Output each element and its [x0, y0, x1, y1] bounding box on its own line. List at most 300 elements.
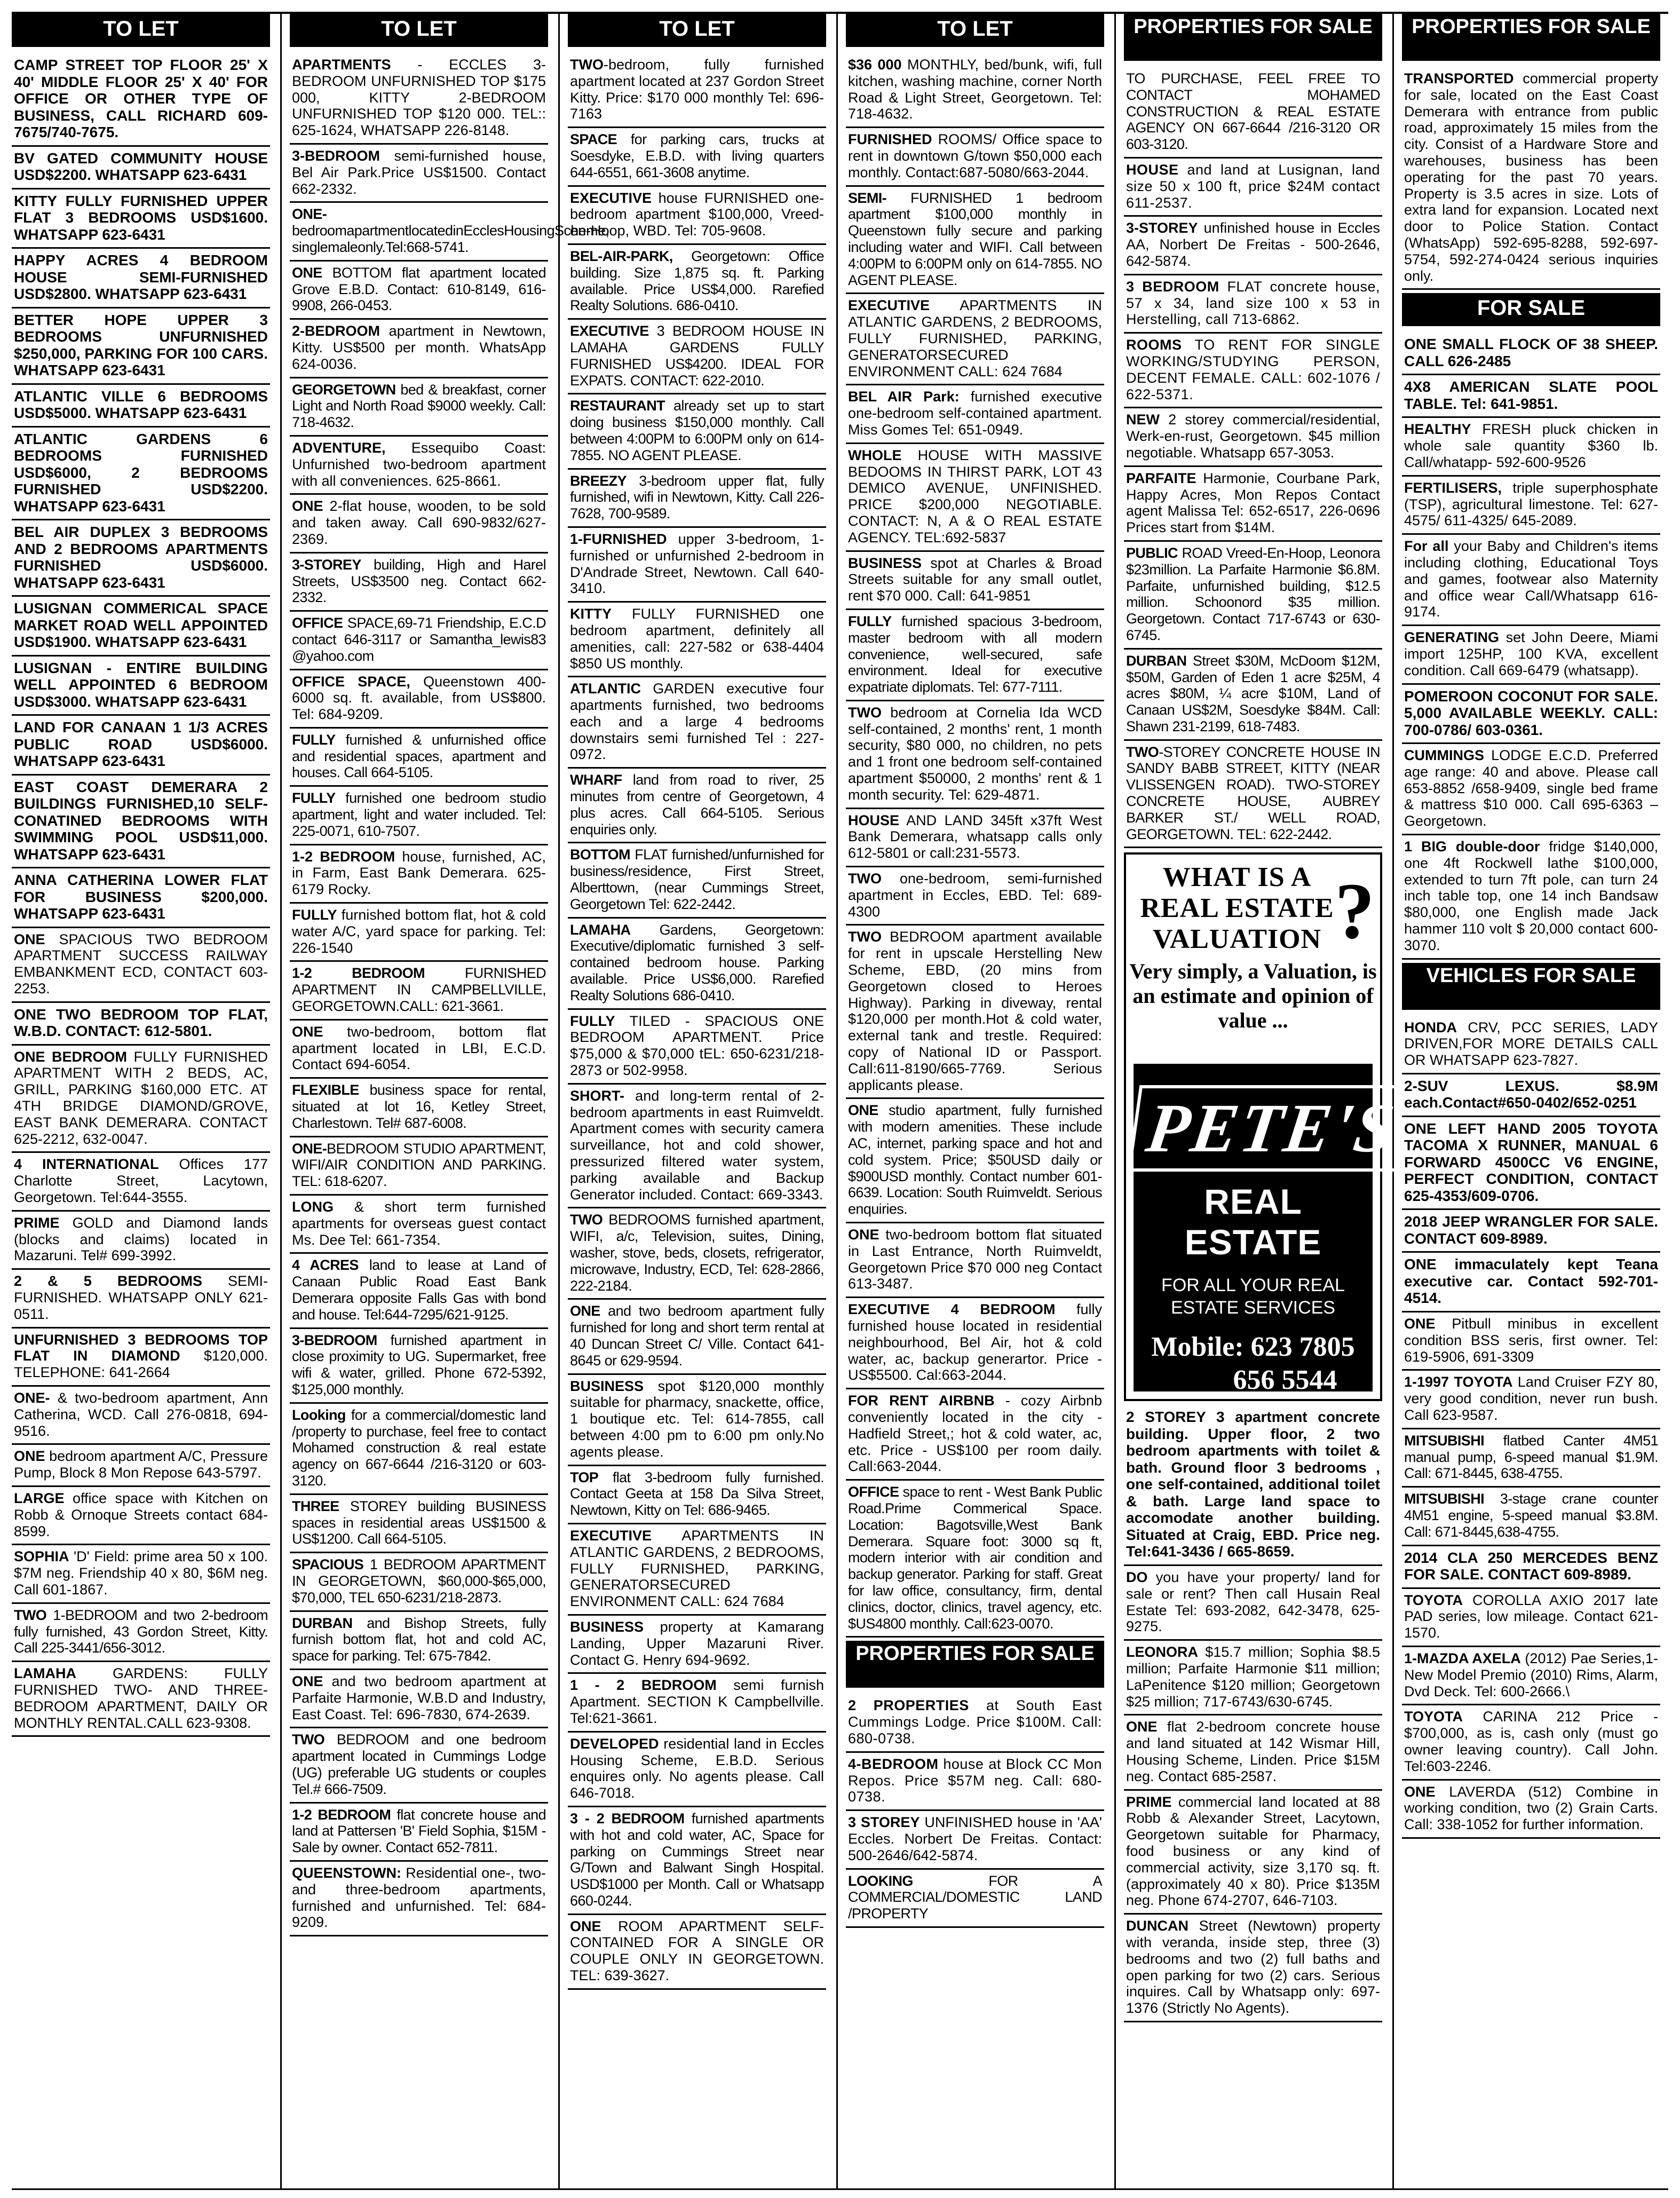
ad-text: furnished apartments with hot and cold water, AC, Space for parking on Cummings Street near G/Town and Balwant Singh Hospital. USD$1000 per Month. Call or Whatsapp 660-0244.	[570, 1810, 824, 1909]
ad-text: Pitbull minibus in excellent condition BSS seris, first owner. Tel: 619-5906, 691-3309	[1404, 1315, 1658, 1365]
ad-text: Offices 177 Charlotte Street, Lacytown, Georgetown. Tel:644-3555.	[14, 1156, 268, 1206]
ad-text: flat 3-bedroom fully furnished. Contact Geeta at 158 Da Silva Street, Newtown, Kitty on Tel: 686-9465.	[570, 1469, 824, 1519]
ad-text: LODGE E.C.D. Preferred age range: 40 and above. Please call 653-8852 /658-9409, single bed frame & mattress $10 000. Call 695-6363 – Georgetown.	[1404, 747, 1658, 829]
ad-text: ROAD Vreed-En-Hoop, Leonora $23million. La Parfaite Harmonie $6.8M. Parfaite, unfurnished building, $12.5 million. Schoonord $35 million. Georgetown. Contact 717-6743 or 630-6745.	[1126, 544, 1380, 643]
classified-ad	[290, 262, 548, 320]
ad-text: LUSIGNAN - ENTIRE BUILDING WELL APPOINTED 6 BEDROOM USD$3000. WHATSAPP 623-6431	[14, 659, 268, 710]
classified-ad	[846, 1298, 1104, 1389]
ad-text: and two bedroom apartment at Parfaite Harmonie, W.B.D and Industry, East Coast. Tel: 696-7830, 674-2639.	[292, 1673, 546, 1722]
classified-ad	[290, 787, 548, 845]
petes-logo: PETE'S	[1128, 1085, 1415, 1172]
ad-text: ROOM APARTMENT SELF-CONTAINED FOR A SINGLE OR COUPLE ONLY IN GEORGETOWN. TEL: 639-3627.	[570, 1918, 824, 1984]
classified-ad	[290, 1079, 548, 1137]
ad-text: furnished spacious 3-bedroom, master bedroom with all modern convenience, well-secured, safe environment. Ideal for executive expatriate diplomats. Tel: 677-7111.	[848, 613, 1102, 695]
classified-ad	[290, 1254, 548, 1329]
classified-ad	[1402, 1488, 1660, 1546]
ads-list	[1402, 67, 1660, 290]
ad-text: SPACE,69-71 Friendship, E.C.D contact 646-3117 or Samantha_lewis83 @yahoo.com	[292, 615, 546, 664]
classified-ad	[12, 1153, 270, 1211]
column-to-let-4	[846, 14, 1104, 2188]
brand-name: REAL ESTATE	[1184, 1182, 1322, 1262]
ad-keyword: HONDA	[1404, 1019, 1457, 1035]
ad-text: 4X8 AMERICAN SLATE POOL TABLE. Tel: 641-9851.	[1404, 378, 1658, 412]
classified-ad	[1124, 334, 1382, 408]
classified-ad	[568, 1466, 826, 1524]
ad-text: FULLY FURNISHED one bedroom apartment, definitely all amenities, call: 227-582 or 638-4404 $850 US monthly.	[570, 606, 824, 671]
ad-text: 2018 JEEP WRANGLER FOR SALE. CONTACT 609-8989.	[1404, 1213, 1658, 1247]
ad-keyword: PUBLIC	[1126, 544, 1178, 561]
classified-ad	[12, 1445, 270, 1487]
ad-keyword: FOR RENT AIRBNB	[848, 1393, 995, 1409]
ad-text: FRESH pluck chicken in whole sale quantity $360 lb. Call/whatapp- 592-600-9526	[1404, 421, 1658, 470]
ad-text: BEL AIR DUPLEX 3 BEDROOMS AND 2 BEDROOMS APARTMENTS FURNISHED USD$6000. WHATSAPP 623-6431	[14, 524, 268, 591]
ad-keyword: ONE	[292, 1673, 323, 1689]
classified-ad	[846, 926, 1104, 1099]
ad-keyword: RESTAURANT	[570, 398, 665, 414]
classified-ad	[290, 729, 548, 787]
ad-text: commercial land located at 88 Robb & Alexander Street, Lacytown, Georgetown suitable for Pharmacy, food business or any kind of commercial activity, size 3,170 sq. ft. (approximately 40 x 80). Price $135M neg. Phone 674-2707, 646-7103.	[1126, 1793, 1380, 1909]
classified-ad	[290, 378, 548, 437]
classified-ad	[568, 320, 826, 394]
classified-ad	[1402, 1589, 1660, 1647]
ad-text: land to lease at Land of Canaan Public Road East Bank Demerara opposite Falls Gas with bond and house. Tel:644-7295/621-9125.	[292, 1257, 546, 1323]
classified-ad	[12, 1545, 270, 1603]
classified-ad	[1402, 67, 1660, 290]
ad-keyword: HEALTHY	[1404, 421, 1471, 438]
ad-text: for a commercial/domestic land /property to purchase, feel free to contact Mohamed construction & real estate agency on 667-6644 /216-3120 or 603-3120.	[292, 1406, 546, 1489]
ad-text: ANNA CATHERINA LOWER FLAT FOR BUSINESS $200,000. WHATSAPP 623-6431	[14, 872, 268, 922]
ad-text: land from road to river, 25 minutes from centre of Georgetown, 4 plus acres. Call 664-5105. Serious enquiries only.	[570, 772, 824, 837]
ad-text: AND LAND 345ft x37ft West Bank Demerara, whatsapp calls only 612-5801 or call:231-5573.	[848, 812, 1102, 861]
classified-ad	[568, 128, 826, 186]
classified-ad	[568, 1616, 826, 1674]
ad-keyword: TWO	[848, 929, 882, 945]
ad-keyword: LEONORA	[1126, 1644, 1198, 1661]
ad-text: unfinished house in Eccles AA, Norbert De Freitas - 500-2646, 642-5874.	[1126, 220, 1380, 269]
ad-text: two-bedroom, bottom flat apartment located in LBI, E.C.D. Contact 694-6054.	[292, 1023, 546, 1073]
classified-ad	[12, 776, 270, 869]
classified-ad	[846, 1389, 1104, 1481]
ad-keyword: TWO	[292, 1731, 325, 1748]
classified-ad	[1402, 1781, 1660, 1839]
classified-ad	[568, 1300, 826, 1374]
classified-ad	[290, 904, 548, 962]
ad-text: GARDENS: FULLY FURNISHED TWO- AND THREE-BEDROOM APARTMENT, DAILY OR MONTHLY RENTAL.CALL 623-9308.	[14, 1665, 268, 1731]
ad-keyword: 2-BEDROOM	[292, 323, 381, 339]
classified-ad	[290, 1612, 548, 1670]
ad-keyword: PARFAITE	[1126, 470, 1196, 486]
classified-ad	[1402, 1074, 1660, 1117]
ad-text: BEDROOM apartment available for rent in upscale Herstelling New Scheme, EBD, (20 mins from Georgetown closed to Heroes Highway). Parking in diveway, rental $120,000 per month.Hot & cold water, external tank and trestle. Required: copy of National ID or Passport. Call:611-8190/665-7769. Serious applicants please.	[848, 929, 1102, 1093]
ad-text: BEDROOM STUDIO APARTMENT, WIFI/AIR CONDITION AND PARKING. TEL: 618-6207.	[292, 1140, 546, 1190]
classified-ad	[1124, 1915, 1382, 2022]
classified-ad	[568, 1010, 826, 1085]
classified-ad	[846, 809, 1104, 867]
ad-keyword: BUSINESS	[570, 1618, 644, 1635]
classified-ad	[568, 1375, 826, 1466]
ad-text: office space with Kitchen on Robb & Ornoque Streets contact 684-8599.	[14, 1490, 268, 1539]
classified-ad	[12, 53, 270, 147]
classified-ad	[12, 868, 270, 928]
classified-ad	[290, 612, 548, 670]
classified-ad	[12, 147, 270, 189]
classified-ad	[846, 867, 1104, 926]
ad-text: ATLANTIC VILLE 6 BEDROOMS USD$5000. WHATSAPP 623-6431	[14, 388, 268, 421]
classified-ad	[1402, 1313, 1660, 1371]
ad-text: BEDROOM and one bedroom apartment located in Cummings Lodge (UG) preferable UG students or couples Tel.# 666-7509.	[292, 1731, 546, 1797]
classified-ad	[846, 187, 1104, 295]
ad-text: GARDEN executive four apartments furnished, two bedrooms each and a large 4 bedrooms downstairs semi furnished Tel : 227-0972.	[570, 681, 824, 763]
classified-ad	[1124, 1641, 1382, 1715]
classified-ad	[290, 554, 548, 612]
ad-text: Essequibo Coast: Unfurnished two-bedroom apartment with all conveniences. 625-8661.	[292, 439, 546, 489]
classified-ad	[1124, 542, 1382, 650]
ad-text: CARINA 212 Price - $700,000, as is, cash only (must go owner leaving country). Call John. Tel:603-2246.	[1404, 1709, 1658, 1774]
classified-ad	[1402, 418, 1660, 476]
ad-text: 1-BEDROOM and two 2-bedroom fully furnished, 43 Gordon Street, Kitty. Call 225-3441/656-3012.	[14, 1607, 268, 1656]
classified-ad	[1124, 741, 1382, 849]
ad-keyword: KITTY	[570, 606, 612, 622]
mobile-number-2: 656 5544	[1233, 1365, 1337, 1396]
classified-ad	[12, 1329, 270, 1387]
classified-ad	[12, 597, 270, 657]
classified-ad	[846, 1811, 1104, 1869]
ad-text: furnished one bedroom studio apartment, light and water included. Tel: 225-0071, 610-7507.	[292, 790, 546, 839]
ad-keyword: ONE	[14, 931, 45, 947]
ad-keyword: NEW	[1126, 412, 1160, 428]
classified-ad	[568, 1674, 826, 1732]
classified-ad	[290, 1137, 548, 1196]
ad-text: furnished apartment in close proximity to UG. Supermarket, free wifi & water, grilled. Phone 672-5392, $125,000 monthly.	[292, 1332, 546, 1397]
ad-keyword: 1-MAZDA AXELA	[1404, 1650, 1521, 1666]
ad-keyword: TWO	[848, 871, 882, 887]
ad-keyword: $36 000	[848, 57, 902, 73]
ad-text: Queenstown 400-6000 sq. ft. available, from US$800. Tel: 684-9209.	[292, 673, 546, 723]
ad-text: BV GATED COMMUNITY HOUSE USD$2200. WHATSAPP 623-6431	[14, 149, 268, 183]
classified-ad	[12, 1003, 270, 1046]
ad-keyword: 4 INTERNATIONAL	[14, 1156, 159, 1173]
ad-keyword: BUSINESS	[570, 1378, 644, 1394]
ad-text: house, furnished, AC, in Farm, East Bank Demerara. 625-6179 Rocky.	[292, 848, 546, 898]
column-to-let-1	[12, 14, 270, 2188]
ad-keyword: SEMI-	[848, 189, 887, 206]
ad-text: 'D' Field: prime area 50 x 100. $7M neg. Friendship 40 x 80, $6M neg. Call 601-1867.	[14, 1548, 268, 1598]
classified-ad	[1124, 408, 1382, 467]
classified-ad	[568, 603, 826, 677]
ad-text: ONE TWO BEDROOM TOP FLAT, W.B.D. CONTACT: 612-5801.	[14, 1006, 268, 1040]
classified-ad	[846, 1099, 1104, 1223]
ad-text: 2014 CLA 250 MERCEDES BENZ FOR SALE. CONTACT 609-8989.	[1404, 1549, 1658, 1583]
classified-ad	[1124, 467, 1382, 542]
ad-keyword: OFFICE SPACE,	[292, 673, 410, 690]
column-divider	[280, 14, 282, 2188]
ad-keyword: DEVELOPED	[570, 1735, 659, 1752]
ad-text: TO RENT FOR SINGLE WORKING/STUDYING PERSON, DECENT FEMALE. CALL: 602-1076 / 622-5371.	[1126, 337, 1380, 402]
classified-ad	[1402, 835, 1660, 960]
ad-text: business space for rental, situated at lot 16, Ketley Street, Charlestown. Tel# 687-6008.	[292, 1082, 546, 1131]
ad-text: 2 STOREY 3 apartment concrete building. Upper floor, 2 two bedroom apartments with toilet & bath. Ground floor 3 bedrooms , one self-contained, additional toilet & bath. Large land space to accomodate another building. Situated at Craig, EBD. Price neg. Tel:641-3436 / 665-8659.	[1126, 1409, 1380, 1560]
ad-keyword: APARTMENTS	[292, 57, 391, 73]
ad-text: - ECCLES 3-BEDROOM UNFURNISHED TOP $175 000, KITTY 2-BEDROOM UNFURNISHED TOP $120 000. TEL:: 625-1624, WHATSAPP 226-8148.	[292, 57, 546, 139]
classified-ad	[290, 53, 548, 145]
classified-ad	[1402, 744, 1660, 835]
column-divider	[558, 14, 560, 2188]
classified-ad	[568, 1208, 826, 1300]
ad-text: spot $120,000 monthly suitable for pharmacy, snackette, office, 1 boutique etc. Tel: 614-7855, call between 4:00 pm to 6:00 pm only.No agents please.	[570, 1378, 824, 1460]
ads-list	[1124, 67, 1382, 848]
ad-keyword: WHOLE	[848, 447, 902, 463]
ad-text: ONE immaculately kept Teana executive car. Contact 592-701-4514.	[1404, 1256, 1658, 1307]
ad-keyword: OFFICE	[292, 615, 343, 631]
ad-text: flatbed Canter 4M51 manual pump, 6-speed manual $1.9M. Call: 671-8445, 638-4755.	[1404, 1432, 1658, 1482]
ad-keyword: FULLY	[292, 790, 336, 807]
ad-keyword: BUSINESS	[848, 555, 922, 571]
classified-ad	[846, 128, 1104, 186]
classified-ad	[12, 1212, 270, 1270]
classified-ad	[12, 1662, 270, 1737]
classified-ad	[846, 444, 1104, 552]
ad-keyword: 3 - 2 BEDROOM	[570, 1810, 685, 1827]
ad-text: $15.7 million; Sophia $8.5 million; Parfaite Harmonie $11 million; LaPenitence $120 million; Georgetown $25 million; 717-6743/630-6745.	[1126, 1644, 1380, 1710]
ad-keyword: GEORGETOWN	[292, 381, 396, 398]
section-header-properties-for-sale: PROPERTIES FOR SALE	[846, 1641, 1104, 1688]
classified-ad	[1402, 1429, 1660, 1488]
classified-ad	[290, 1862, 548, 1936]
ad-keyword: TWO	[14, 1607, 47, 1623]
classified-ad	[1402, 333, 1660, 375]
classified-ad	[1402, 535, 1660, 626]
ad-text: APARTMENTS IN ATLANTIC GARDENS, 2 BEDROOMS, FULLY FURNISHED, PARKING, GENERATORSECURED ENVIRONMENT CALL: 624 7684	[570, 1527, 824, 1610]
ad-text: APARTMENTS IN ATLANTIC GARDENS, 2 BEDROOMS, FULLY FURNISHED, PARKING, GENERATORSECURED ENVIRONMENT CALL: 624 7684	[848, 297, 1102, 379]
ad-text: $120,000. TELEPHONE: 641-2664	[14, 1348, 268, 1381]
classified-ad	[12, 1387, 270, 1445]
ad-keyword: TWO	[570, 1212, 603, 1228]
ad-keyword: DO	[1126, 1569, 1148, 1585]
classified-ad	[1124, 1715, 1382, 1790]
classified-ad	[1124, 275, 1382, 334]
ad-text: - cozy Airbnb conveniently located in the city - Hadfield Street,; hot & cold water, ac, etc. Price - US$100 per room daily. Call:663-2044.	[848, 1393, 1102, 1475]
valuation-answer: Very simply, a Valuation, is an estimate and opinion of value ...	[1129, 959, 1377, 1033]
ad-text: set John Deere, Miami import 125HP, 100 KVA, excellent condition. Call 669-6479 (whatsapp).	[1404, 629, 1658, 678]
ad-keyword: 3-BEDROOM	[292, 147, 381, 164]
ad-keyword: ONE	[1404, 1783, 1436, 1800]
ad-keyword: 1-FURNISHED	[570, 531, 667, 547]
ad-keyword: FULLY	[292, 731, 336, 748]
classified-ad	[568, 769, 826, 843]
ad-text: CRV, PCC SERIES, LADY DRIVEN,FOR MORE DETAILS CALL OR WHATSAPP 623-7827.	[1404, 1019, 1658, 1069]
ad-keyword: ONE	[292, 1023, 323, 1040]
ad-text: fully furnished house located in residential neighbourhood, Bel Air, hot & cold water, ac, backup generartor. Price - US$5500. Cal:663-2044.	[848, 1301, 1102, 1383]
ad-keyword: 1-2 BEDROOM	[292, 1806, 391, 1823]
ad-text: building, High and Harel Streets, US$3500 neg. Contact 662-2332.	[292, 556, 546, 606]
ad-text: spot at Charles & Broad Streets suitable for any small outlet, rent $70 000. Call: 641-9851	[848, 555, 1102, 604]
ad-text: bedroom at Cornelia Ida WCD self-contained, 2 months' rent, 1 month security, $80 000, no children, no pets and 1 front one bedroom self-contained apartment $50000, 2 months' rent & 1 month security. Tel: 629-4871.	[848, 704, 1102, 803]
classified-ad	[290, 670, 548, 729]
ad-text: Residential one-, two- and three-bedroom apartments, furnished and unfurnished. Tel: 684-9209.	[292, 1864, 546, 1931]
ad-keyword: DURBAN	[292, 1615, 353, 1631]
classified-ad	[568, 528, 826, 603]
ad-keyword: ONE	[292, 498, 323, 515]
ad-keyword: 3 STOREY	[848, 1814, 920, 1831]
ad-keyword: 1-1997 TOYOTA	[1404, 1374, 1513, 1390]
ad-text: FULLY FURNISHED APARTMENT WITH 2 BEDS, AC, GRILL, PARKING $160,000 ETC. AT 4TH BRIDGE DIAMOND/GROVE, EAST BANK DEMERARA. CONTACT 625-2212, 632-0047.	[14, 1048, 268, 1147]
classified-ad	[1402, 375, 1660, 418]
classified-ad	[568, 1807, 826, 1915]
classified-ad	[1402, 1647, 1660, 1705]
ads-list	[1402, 333, 1660, 959]
classified-ad	[12, 1604, 270, 1662]
column-properties-for-sale	[1124, 14, 1401, 2188]
ad-keyword: ONE-	[292, 1140, 327, 1157]
ad-keyword: FULLY	[570, 1013, 615, 1029]
classified-ad	[12, 928, 270, 1003]
ad-text: furnished executive one-bedroom self-contained apartment. Miss Gomes Tel: 651-0949.	[848, 389, 1102, 438]
classified-ad	[290, 203, 609, 261]
ad-keyword: EXECUTIVE	[570, 1527, 652, 1544]
ad-text: ONE LEFT HAND 2005 TOYOTA TACOMA X RUNNER, MANUAL 6 FORWARD 4500CC V6 ENGINE, PERFECT CONDITION, CONTACT 625-4353/609-0706.	[1404, 1120, 1658, 1204]
ad-text: your Baby and Children's items including clothing, Educational Toys and games, footwear also Maternity and office wear Call/Whatsapp 616-9174.	[1404, 538, 1659, 620]
ad-keyword: QUEENSTOWN:	[292, 1864, 402, 1881]
ad-text: Street (Newtown) property with veranda, inside step, three (3) bedrooms and two (2) full baths and open parking for two (2) cars. Serious inquires. Call by Whatsapp only: 697-1376 (Strictly No Agents).	[1126, 1918, 1380, 2017]
classified-ad	[290, 1553, 548, 1611]
ad-keyword: MITSUBISHI	[1404, 1491, 1485, 1507]
ad-keyword: LONG	[292, 1199, 334, 1215]
classified-ad	[12, 520, 270, 597]
column-divider	[1114, 14, 1116, 2188]
classified-ad	[568, 1524, 826, 1616]
column-to-let-3	[568, 14, 826, 2188]
classified-ad	[568, 1915, 826, 1990]
ad-text: semi furnish Apartment. SECTION K Campbellville. Tel:621-3661.	[570, 1677, 824, 1726]
classified-ad	[290, 1404, 548, 1495]
ad-text: & two-bedroom apartment, Ann Catherina, WCD. Call 276-0818, 694-9516.	[14, 1390, 268, 1439]
ad-keyword: FERTILISERS,	[1404, 479, 1502, 496]
ad-text: flat concrete house and land at Pattersen 'B' Field Sophia, $15M - Sale by owner. Contact 652-7811.	[292, 1806, 546, 1856]
ad-text: LAND FOR CANAAN 1 1/3 ACRES PUBLIC ROAD USD$6000. WHATSAPP 623-6431	[14, 719, 268, 769]
classified-ad	[290, 1196, 548, 1254]
classified-ad	[1124, 1405, 1382, 1566]
ad-text: (2012) Pae Series,1- New Model Premio (2010) Rims, Alarm, Dvd Deck. Tel: 600-2666.\	[1404, 1650, 1658, 1699]
ad-text: FURNISHED 1 bedroom apartment $100,000 monthly in Queenstown fully secure and parking including water and WIFI. Call between 4:00PM to 6:00PM only on 614-7855. NO AGENT PLEASE.	[848, 189, 1102, 288]
classified-ad	[846, 53, 1104, 128]
ad-text: and long-term rental of 2-bedroom apartments in east Ruimveldt. Apartment comes with security camera surveillance, hot and cold shower, pressurized filtered water system, parking available and Backup Generator included. Contact: 669-3343.	[570, 1087, 824, 1203]
ad-text: Georgetown: Office building. Size 1,875 sq. ft. Parking available. Price US$4,000. Rarefied Realty Solutions. 686-0410.	[570, 248, 824, 314]
ad-keyword: FURNISHED	[848, 131, 932, 148]
services-tagline: FOR ALL YOUR REAL ESTATE SERVICES	[1161, 1275, 1345, 1318]
ad-text: fridge $140,000, one 4ft Rockwell lathe $100,000, extended to turn 7ft pole, can turn 24 inch table top, one 14 inch Bandsaw $80,000, one English made Jack hammer 110 volt $ 20,000 contact 600-3070.	[1404, 839, 1658, 953]
ad-text: at South East Cummings Lodge. Price $100M. Call: 680-0738.	[848, 1697, 1102, 1746]
column-divider	[836, 14, 838, 2188]
classified-ad	[290, 145, 548, 203]
classified-ad	[846, 294, 1104, 385]
classified-ad	[568, 677, 826, 769]
classified-ad	[568, 1085, 826, 1209]
ad-text: upper 3-bedroom, 1-furnished or unfurnished 2-bedroom in D'Andrade Street, Newtown. Call 640-3410.	[570, 531, 824, 597]
ad-text: property at Kamarang Landing, Upper Mazaruni River. Contact G. Henry 694-9692.	[570, 1618, 824, 1668]
ad-text: TILED - SPACIOUS ONE BEDROOM APARTMENT. Price $75,000 & $70,000 tEL: 650-6231/218-2873 or 502-9958.	[570, 1013, 824, 1079]
ads-list	[846, 1694, 1104, 1928]
ad-text: furnished & unfurnished office and residential spaces, apartment and houses. Call 664-5105.	[292, 731, 546, 781]
ad-keyword: TWO	[848, 704, 882, 721]
classified-ad	[290, 1329, 548, 1404]
classified-ad	[1124, 1791, 1382, 1915]
ad-keyword: 3-STOREY	[1126, 220, 1198, 236]
ad-text: 1 BEDROOM APARTMENT IN GEORGETOWN, $60,000-$65,000, $70,000, TEL 650-6231/218-2873.	[292, 1556, 546, 1606]
ad-text: already set up to start doing business $150,000 monthly. Call between 4:00PM to 6:00PM only on 614-7855. NO AGENT PLEASE.	[570, 398, 824, 463]
ad-text: triple superphosphate (TSP), agricultural limestone. Tel: 627-4575/ 611-4325/ 645-2089.	[1404, 479, 1658, 529]
classified-ad	[12, 385, 270, 428]
ad-keyword: DURBAN	[1126, 652, 1187, 669]
ad-text: commercial property for sale, located on the East Coast Demerara with entrance from public road, approximately 15 miles from the city. Consist of a Hardware Store and warehouses, business has been operating for the past 70 years. Property is 3.5 acres in size. Lots of extra land for expansion. Located next door to Police Station. Contact (WhatsApp) 592-695-8288, 592-697-5754, 592-274-0424 serious inquiries only.	[1404, 70, 1658, 284]
classified-ad	[290, 1021, 548, 1079]
ad-keyword: SOPHIA	[14, 1548, 69, 1565]
ad-text: -bedroom, fully furnished apartment located at 237 Gordon Street Kitty. Price: $170 000 monthly Tel: 696-7163	[570, 57, 824, 122]
ad-text: you have your property/ land for sale or rent? Then call Husain Real Estate Tel: 693-2082, 642-3478, 625-9275.	[1126, 1569, 1380, 1635]
classified-ad	[1124, 650, 1382, 741]
ad-text: residential land in Eccles Housing Scheme, E.B.D. Serious enquires only. No agents please. Call 646-7018.	[570, 1735, 824, 1801]
ad-keyword: BREEZY	[570, 472, 627, 489]
classified-ad	[1124, 159, 1382, 217]
ad-keyword: BOTTOM	[570, 847, 630, 863]
ad-keyword: HOUSE	[848, 812, 900, 828]
classified-ad	[12, 249, 270, 309]
ad-text: COROLLA AXIO 2017 late PAD series, low mileage. Contact 621-1570.	[1404, 1592, 1658, 1641]
ad-keyword: MITSUBISHI	[1404, 1432, 1485, 1449]
ad-text: UNFINISHED house in 'AA' Eccles. Norbert De Freitas. Contact: 500-2646/642-5874.	[848, 1814, 1102, 1863]
ads-list	[12, 53, 270, 1737]
classified-ad	[1124, 217, 1382, 275]
ad-text: house FURNISHED one-bedroom apartment $100,000, Vreed-en-Hoop, WBD. Tel: 705-9608.	[570, 189, 824, 239]
ad-keyword: ONE	[1126, 1719, 1158, 1735]
ad-text: KITTY FULLY FURNISHED UPPER FLAT 3 BEDROOMS USD$1600. WHATSAPP 623-6431	[14, 192, 268, 243]
classified-ad	[846, 1481, 1104, 1638]
ad-keyword: 2 & 5 BEDROOMS	[14, 1273, 202, 1290]
ad-keyword: ONE	[14, 1448, 45, 1465]
classified-ad	[846, 1223, 1104, 1298]
classified-ad	[568, 1733, 826, 1807]
ad-keyword: ONE	[848, 1102, 878, 1119]
ad-keyword: 1 - 2 BEDROOM	[570, 1677, 717, 1694]
classified-ad	[290, 1804, 548, 1862]
ad-keyword: Looking	[292, 1406, 346, 1423]
ad-text: and two bedroom apartment fully furnished for long and short term rental at 40 Duncan Street C/ Ville. Contact 641-8645 or 629-9594.	[570, 1303, 824, 1369]
classified-ad	[568, 245, 826, 320]
ad-text: GOLD and Diamond lands (blocks and claims) located in Mazaruni. Tel# 699-3992.	[14, 1214, 268, 1264]
classified-ad	[1402, 626, 1660, 684]
ad-keyword: DUNCAN	[1126, 1918, 1188, 1934]
classified-ad	[12, 1270, 270, 1328]
valuation-question	[1126, 855, 1380, 1060]
ad-keyword: BEL-AIR-PARK,	[570, 248, 673, 264]
ad-text: bedroomapartmentlocatedinEcclesHousingScheme, singlemaleonly.Tel:668-5741.	[292, 223, 609, 255]
ad-text: BOTTOM flat apartment located Grove E.B.D. Contact: 610-8149, 616-9908, 266-0453.	[292, 264, 546, 314]
classified-ad	[12, 1046, 270, 1153]
ad-text: & short term furnished apartments for overseas guest contact Ms. Dee Tel: 661-7354.	[292, 1199, 546, 1248]
classified-ad	[568, 394, 826, 469]
classified-ad	[1402, 1016, 1660, 1074]
ad-text: flat 2-bedroom concrete house and land situated at 142 Wismar Hill, Housing Scheme, Linden. Price $15M neg. Contact 685-2587.	[1126, 1719, 1380, 1784]
ad-keyword: EXECUTIVE 4 BEDROOM	[848, 1301, 1056, 1318]
section-header-for-sale: FOR SALE	[1402, 293, 1660, 326]
ad-text: Harmonie, Courbane Park, Happy Acres, Mon Repos Contact agent Malissa Tel: 652-6517, 226-0696 Prices start from $14M.	[1126, 470, 1380, 536]
ad-keyword: TWO	[1126, 744, 1159, 760]
ad-keyword: CUMMINGS	[1404, 747, 1484, 764]
ad-text: LAVERDA (512) Combine in working condition, two (2) Grain Carts. Call: 338-1052 for further information.	[1404, 1783, 1658, 1833]
ad-keyword: EXECUTIVE	[848, 297, 930, 314]
ad-keyword: ONE	[570, 1918, 601, 1934]
classified-ad	[12, 428, 270, 521]
ad-text: FOR A COMMERCIAL/DOMESTIC LAND /PROPERTY	[848, 1872, 1102, 1922]
